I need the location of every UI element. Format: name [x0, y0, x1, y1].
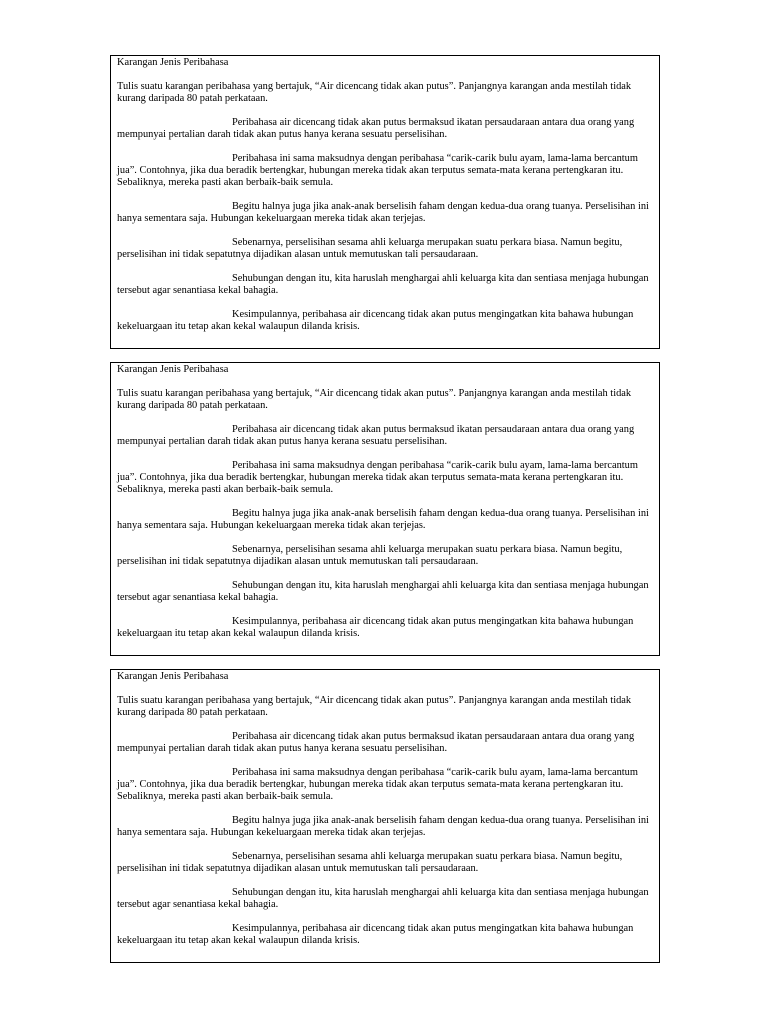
- card-title: Karangan Jenis Peribahasa: [117, 364, 229, 375]
- essay-paragraph-1: Peribahasa air dicencang tidak akan putus bermaksud ikatan persaudaraan antara dua orang yang mempunyai pertalian darah tidak akan putus hanya kerana sesuatu perselisihan.: [117, 117, 635, 140]
- essay-paragraph-3: Begitu halnya juga jika anak-anak berselisih faham dengan kedua-dua orang tuanya. Perselisihan ini hanya sementara saja. Hubungan kekeluargaan mereka tidak akan terjejas.: [117, 815, 649, 838]
- essay-paragraph-4: Sebenarnya, perselisihan sesama ahli keluarga merupakan suatu perkara biasa. Namun begitu, perselisihan ini tidak sepatutnya dijadikan alasan untuk memutuskan tali persaudaraan.: [117, 544, 623, 567]
- essay-paragraph-2: Peribahasa ini sama maksudnya dengan peribahasa “carik-carik bulu ayam, lama-lama bercantum jua”. Contohnya, jika dua beradik bertengkar, hubungan mereka tidak akan terputus semata-mata kerana pertengkaran itu. Sebaliknya, mereka pasti akan berbaik-baik semula.: [117, 153, 638, 188]
- essay-paragraph-3: Begitu halnya juga jika anak-anak berselisih faham dengan kedua-dua orang tuanya. Perselisihan ini hanya sementara saja. Hubungan kekeluargaan mereka tidak akan terjejas.: [117, 201, 649, 224]
- essay-instruction: Tulis suatu karangan peribahasa yang bertajuk, “Air dicencang tidak akan putus”. Panjangnya karangan anda mestilah tidak kurang daripada 80 patah perkataan.: [117, 388, 632, 411]
- essay-paragraph-4: Sebenarnya, perselisihan sesama ahli keluarga merupakan suatu perkara biasa. Namun begitu, perselisihan ini tidak sepatutnya dijadikan alasan untuk memutuskan tali persaudaraan.: [117, 851, 623, 874]
- essay-paragraph-5: Sehubungan dengan itu, kita haruslah menghargai ahli keluarga kita dan sentiasa menjaga hubungan tersebut agar senantiasa kekal bahagia.: [117, 887, 649, 910]
- essay-card-3: [110, 669, 660, 963]
- essay-card-1: [110, 55, 660, 349]
- essay-paragraph-3: Begitu halnya juga jika anak-anak berselisih faham dengan kedua-dua orang tuanya. Perselisihan ini hanya sementara saja. Hubungan kekeluargaan mereka tidak akan terjejas.: [117, 508, 649, 531]
- essay-instruction: Tulis suatu karangan peribahasa yang bertajuk, “Air dicencang tidak akan putus”. Panjangnya karangan anda mestilah tidak kurang daripada 80 patah perkataan.: [117, 695, 632, 718]
- essay-paragraph-6: Kesimpulannya, peribahasa air dicencang tidak akan putus mengingatkan kita bahawa hubungan kekeluargaan itu tetap akan kekal walaupun dilanda krisis.: [117, 309, 634, 332]
- essay-instruction: Tulis suatu karangan peribahasa yang bertajuk, “Air dicencang tidak akan putus”. Panjangnya karangan anda mestilah tidak kurang daripada 80 patah perkataan.: [117, 81, 632, 104]
- essay-paragraph-5: Sehubungan dengan itu, kita haruslah menghargai ahli keluarga kita dan sentiasa menjaga hubungan tersebut agar senantiasa kekal bahagia.: [117, 580, 649, 603]
- card-title: Karangan Jenis Peribahasa: [117, 57, 229, 68]
- essay-paragraph-5: Sehubungan dengan itu, kita haruslah menghargai ahli keluarga kita dan sentiasa menjaga hubungan tersebut agar senantiasa kekal bahagia.: [117, 273, 649, 296]
- essay-paragraph-2: Peribahasa ini sama maksudnya dengan peribahasa “carik-carik bulu ayam, lama-lama bercantum jua”. Contohnya, jika dua beradik bertengkar, hubungan mereka tidak akan terputus semata-mata kerana pertengkaran itu. Sebaliknya, mereka pasti akan berbaik-baik semula.: [117, 460, 638, 495]
- essay-paragraph-2: Peribahasa ini sama maksudnya dengan peribahasa “carik-carik bulu ayam, lama-lama bercantum jua”. Contohnya, jika dua beradik bertengkar, hubungan mereka tidak akan terputus semata-mata kerana pertengkaran itu. Sebaliknya, mereka pasti akan berbaik-baik semula.: [117, 767, 638, 802]
- essay-paragraph-1: Peribahasa air dicencang tidak akan putus bermaksud ikatan persaudaraan antara dua orang yang mempunyai pertalian darah tidak akan putus hanya kerana sesuatu perselisihan.: [117, 731, 635, 754]
- card-title: Karangan Jenis Peribahasa: [117, 671, 229, 682]
- essay-card-2: [110, 362, 660, 656]
- essay-paragraph-6: Kesimpulannya, peribahasa air dicencang tidak akan putus mengingatkan kita bahawa hubungan kekeluargaan itu tetap akan kekal walaupun dilanda krisis.: [117, 616, 634, 639]
- essay-paragraph-1: Peribahasa air dicencang tidak akan putus bermaksud ikatan persaudaraan antara dua orang yang mempunyai pertalian darah tidak akan putus hanya kerana sesuatu perselisihan.: [117, 424, 635, 447]
- essay-paragraph-6: Kesimpulannya, peribahasa air dicencang tidak akan putus mengingatkan kita bahawa hubungan kekeluargaan itu tetap akan kekal walaupun dilanda krisis.: [117, 923, 634, 946]
- essay-paragraph-4: Sebenarnya, perselisihan sesama ahli keluarga merupakan suatu perkara biasa. Namun begitu, perselisihan ini tidak sepatutnya dijadikan alasan untuk memutuskan tali persaudaraan.: [117, 237, 623, 260]
